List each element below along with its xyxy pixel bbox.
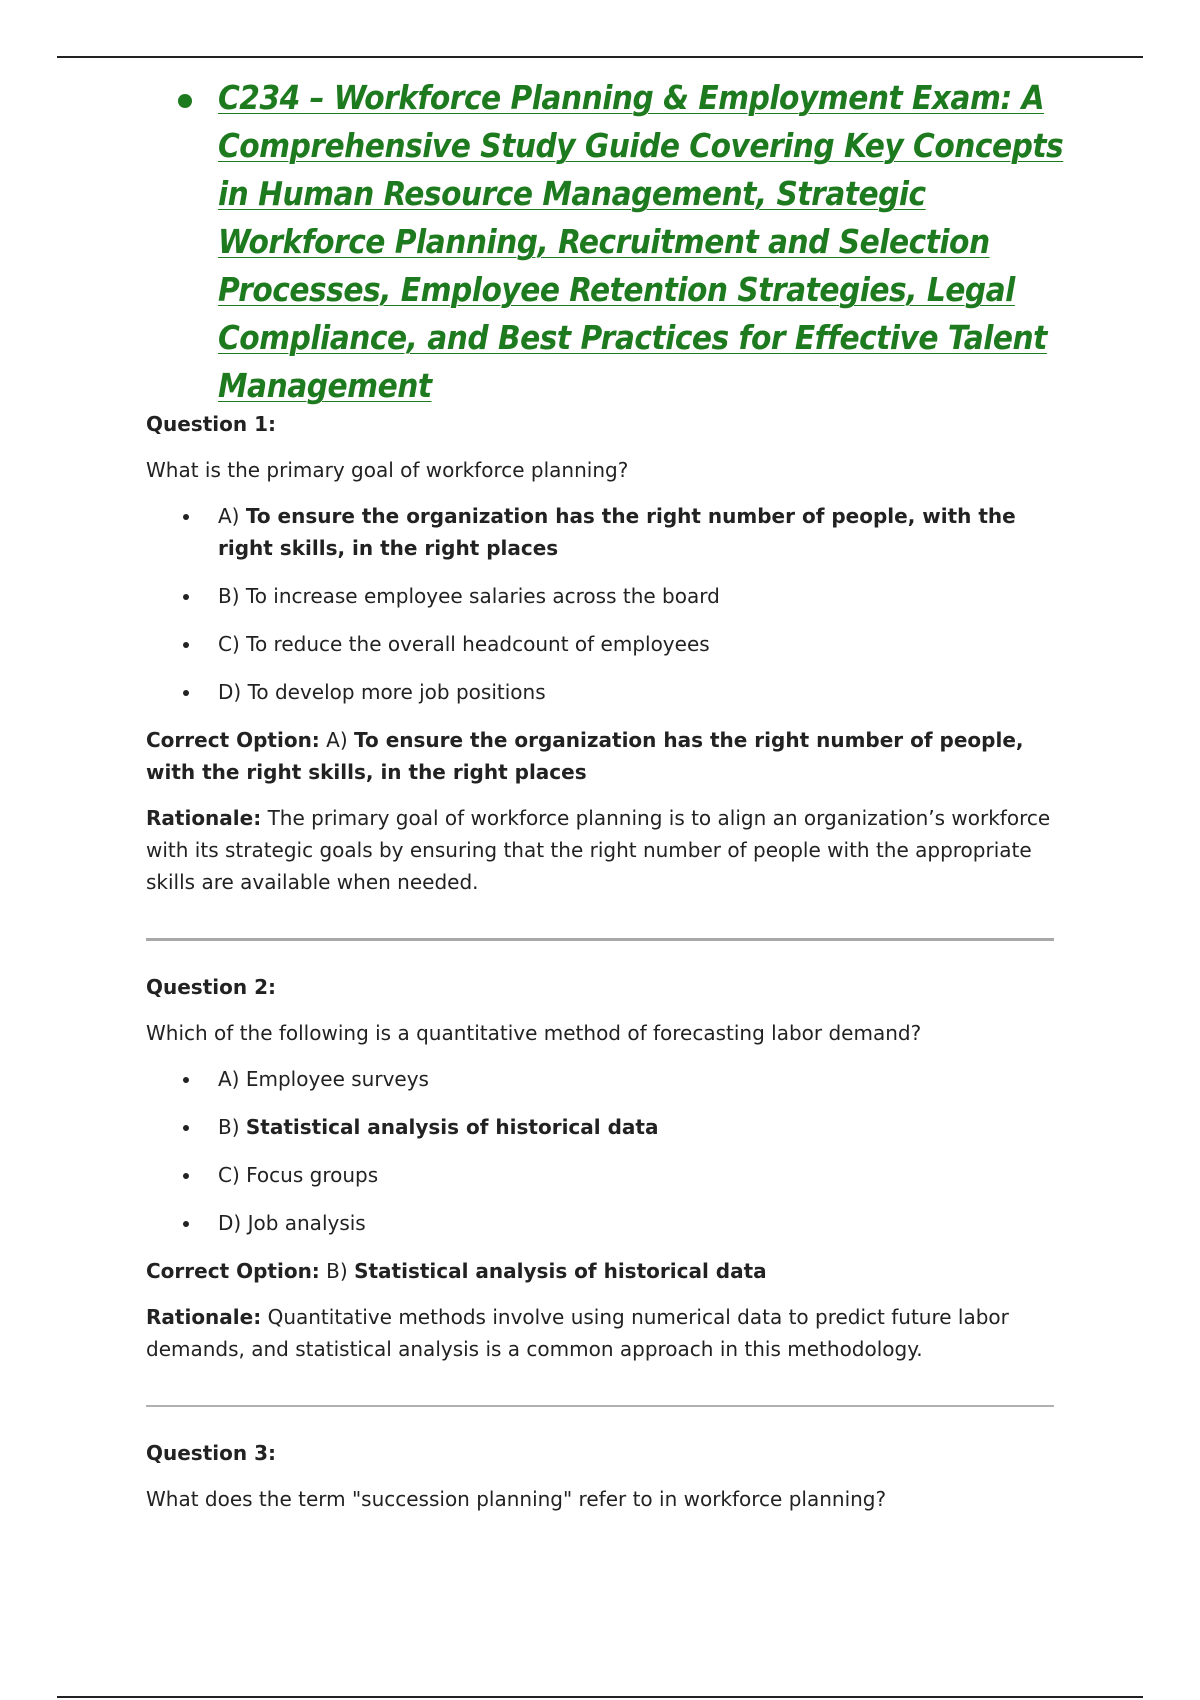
bottom-rule [57,1696,1143,1698]
option-text: To reduce the overall headcount of employees [246,632,710,656]
option-letter: A) [218,504,240,528]
bullet-icon [183,1221,189,1227]
option-d [146,676,1056,708]
option-c [146,628,1056,660]
section-divider [146,1405,1054,1407]
correct-option-letter: B) [326,1259,348,1283]
correct-option-label: Correct Option: [146,728,320,752]
question-1 [146,408,1056,898]
question-label: Question 1: [146,412,276,436]
rationale-label: Rationale: [146,1305,262,1329]
option-text: To develop more job positions [247,680,546,704]
rationale-text: The primary goal of workforce planning is to align an organization’s workforce with its strategic goals by ensuring that the right number of people with the appropriate skills are available when needed. [146,806,1051,894]
correct-option-text: Statistical analysis of historical data [354,1259,767,1283]
option-letter: A) [218,1067,240,1091]
option-text: To increase employee salaries across the board [245,584,720,608]
option-text: Statistical analysis of historical data [245,1115,659,1139]
option-text: To ensure the organization has the right number of people, with the right skills, in the right places [218,504,1016,560]
option-text: Employee surveys [245,1067,429,1091]
option-letter: C) [218,1163,240,1187]
option-letter: B) [218,584,240,608]
bullet-icon [183,1173,189,1179]
option-letter: C) [218,632,240,656]
option-text: Job analysis [247,1211,366,1235]
bullet-icon [183,642,189,648]
section-divider [146,938,1054,941]
bullet-icon [183,594,189,600]
top-rule [57,56,1143,58]
option-b [146,1111,1056,1143]
option-letter: D) [218,680,242,704]
rationale-label: Rationale: [146,806,262,830]
question-label: Question 2: [146,975,276,999]
option-c [146,1159,1056,1191]
option-a [146,500,1056,564]
correct-option-label: Correct Option: [146,1259,320,1283]
option-letter: B) [218,1115,240,1139]
question-text: What does the term "succession planning" refer to in workforce planning? [146,1487,887,1511]
rationale [146,1301,1056,1365]
question-label: Question 3: [146,1441,276,1465]
rationale [146,802,1056,898]
correct-option [146,724,1056,788]
bullet-icon [183,1077,189,1083]
option-text: Focus groups [246,1163,379,1187]
rationale-text: Quantitative methods involve using numerical data to predict future labor demands, and statistical analysis is a common approach in this methodology. [146,1305,1009,1361]
option-list [146,1063,1056,1239]
question-text: What is the primary goal of workforce planning? [146,458,629,482]
question-list [146,408,1056,1515]
option-a [146,1063,1056,1095]
correct-option-text: To ensure the organization has the right number of people, with the right skills, in the right places [146,728,1024,784]
document-title: C234 – Workforce Planning & Employment Exam: A Comprehensive Study Guide Covering Key Concepts in Human Resource Management, Strategic Workforce Planning, Recruitment and Selection Processes, Employee Retention Strategies, Legal Compliance, and Best Practices for Effective Talent Management [218,78,1064,405]
bullet-icon [183,514,189,520]
option-letter: D) [218,1211,242,1235]
title-bullet-icon [178,94,192,108]
correct-option-letter: A) [326,728,348,752]
option-d [146,1207,1056,1239]
bullet-icon [183,690,189,696]
question-text: Which of the following is a quantitative method of forecasting labor demand? [146,1021,922,1045]
question-2 [146,971,1056,1365]
option-list [146,500,1056,708]
question-3 [146,1437,1056,1515]
option-b [146,580,1056,612]
correct-option [146,1255,1056,1287]
bullet-icon [183,1125,189,1131]
